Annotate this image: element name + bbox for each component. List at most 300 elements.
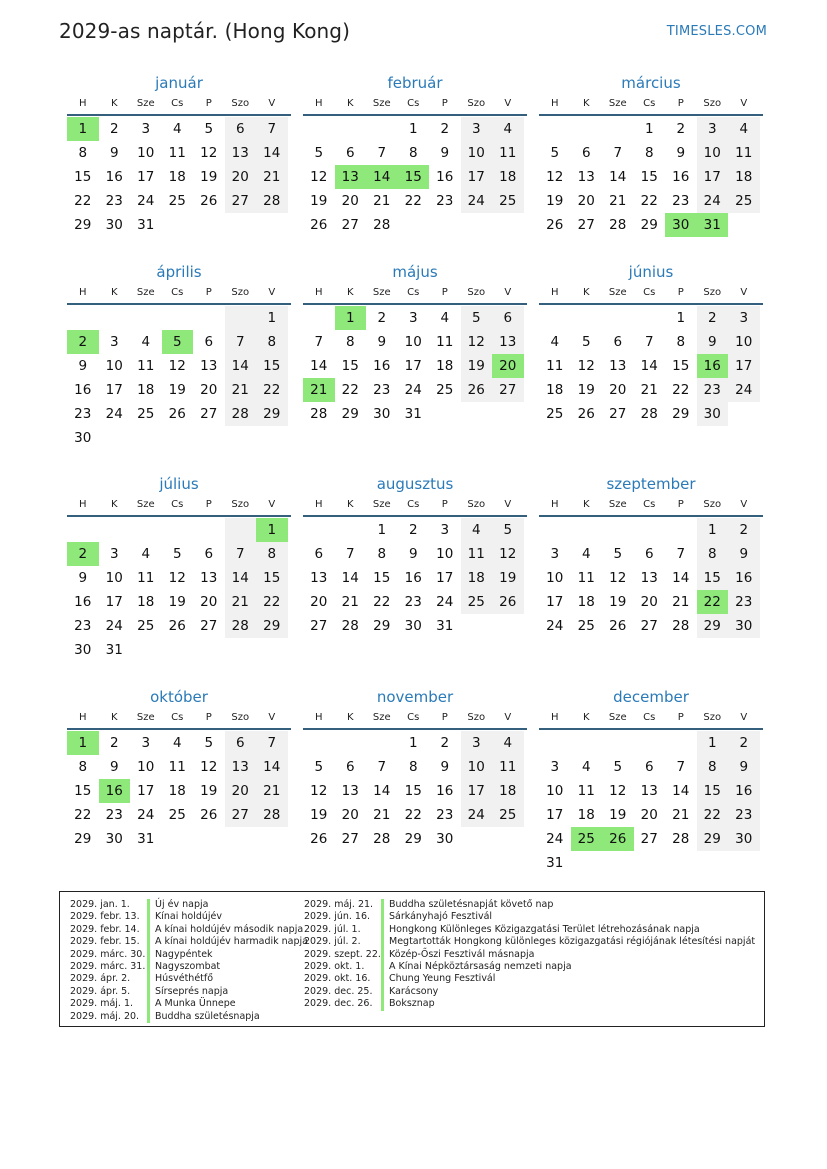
day-cell: 4 (492, 731, 524, 755)
day-cell: 18 (492, 165, 524, 189)
weekday-label: K (346, 499, 354, 510)
day-cell: 9 (109, 759, 119, 775)
day-cell: 15 (404, 783, 422, 799)
holiday-day-cell: 13 (335, 165, 367, 189)
day-cell: 28 (225, 614, 257, 638)
day-cell: 4 (461, 518, 493, 542)
empty-day-cell (634, 306, 666, 330)
day-cell: 15 (256, 566, 288, 590)
day-cell: 15 (697, 566, 729, 590)
month-name: szeptember (606, 475, 696, 493)
holiday-marker (381, 961, 384, 973)
day-cell: 6 (581, 145, 591, 161)
weekday-label: Sze (372, 712, 391, 723)
day-cell: 12 (461, 330, 493, 354)
day-cell: 23 (436, 193, 454, 209)
day-cell: 1 (408, 735, 418, 751)
day-cell: 18 (577, 594, 595, 610)
weekday-label: Szo (231, 712, 250, 723)
day-cell: 16 (373, 358, 391, 374)
day-cell: 4 (581, 546, 591, 562)
holiday-marker (381, 936, 384, 948)
day-cell: 3 (697, 117, 729, 141)
day-cell: 30 (373, 406, 391, 422)
day-cell: 10 (404, 334, 422, 350)
empty-day-cell (225, 638, 257, 662)
day-cell: 12 (168, 358, 186, 374)
day-cell: 19 (310, 807, 328, 823)
day-grid (303, 117, 527, 237)
day-grid (539, 731, 763, 875)
day-cell: 13 (640, 783, 658, 799)
day-cell: 7 (225, 542, 257, 566)
day-cell: 2 (109, 121, 119, 137)
day-cell: 13 (640, 570, 658, 586)
day-cell: 22 (74, 193, 92, 209)
weekday-label: Cs (171, 499, 184, 510)
day-cell: 16 (404, 570, 422, 586)
day-cell: 9 (408, 546, 418, 562)
day-cell: 5 (314, 759, 324, 775)
day-cell: 13 (200, 358, 218, 374)
day-cell: 18 (546, 382, 564, 398)
day-cell: 21 (672, 807, 690, 823)
holiday-day-cell: 1 (256, 518, 288, 542)
day-cell: 21 (225, 590, 257, 614)
empty-day-cell (335, 518, 367, 542)
day-cell: 22 (256, 378, 288, 402)
day-cell: 23 (728, 590, 760, 614)
weekday-label: Szo (703, 712, 722, 723)
empty-day-cell (461, 213, 493, 237)
day-cell: 21 (341, 594, 359, 610)
day-cell: 12 (492, 542, 524, 566)
month-name: április (156, 263, 202, 281)
day-cell: 8 (676, 334, 686, 350)
weekday-label: H (78, 712, 87, 723)
day-cell: 15 (341, 358, 359, 374)
day-cell: 9 (728, 542, 760, 566)
day-cell: 4 (172, 735, 182, 751)
day-cell: 11 (577, 570, 595, 586)
weekday-label: H (78, 287, 87, 298)
holiday-marker (381, 899, 384, 911)
day-cell: 6 (345, 145, 355, 161)
day-cell: 25 (436, 382, 454, 398)
day-cell: 25 (492, 189, 524, 213)
empty-day-cell (634, 731, 666, 755)
legend-row (70, 986, 308, 998)
legend-column-right (304, 899, 755, 1011)
empty-day-cell (539, 306, 571, 330)
holiday-day-cell: 15 (398, 165, 430, 189)
day-cell: 19 (310, 193, 328, 209)
empty-day-cell (225, 213, 257, 237)
weekday-label: K (582, 98, 590, 109)
day-cell: 7 (345, 546, 355, 562)
day-cell: 22 (256, 590, 288, 614)
day-cell: 22 (404, 807, 422, 823)
day-cell: 13 (310, 570, 328, 586)
weekday-label: Sze (136, 712, 155, 723)
empty-day-cell (193, 306, 225, 330)
holiday-date: 2029. ápr. 5. (70, 985, 131, 997)
day-cell: 10 (461, 755, 493, 779)
day-cell: 17 (105, 594, 123, 610)
day-cell: 26 (546, 217, 564, 233)
day-cell: 23 (74, 618, 92, 634)
day-cell: 16 (728, 566, 760, 590)
day-cell: 3 (109, 334, 119, 350)
day-cell: 7 (256, 117, 288, 141)
empty-day-cell (256, 426, 288, 450)
holiday-name: A Munka Ünnepe (155, 998, 236, 1010)
weekday-header (67, 94, 291, 116)
day-cell: 5 (492, 518, 524, 542)
day-cell: 17 (137, 169, 155, 185)
empty-day-cell (130, 638, 162, 662)
month-block (539, 72, 763, 237)
holiday-day-cell: 1 (67, 117, 99, 141)
day-cell: 27 (577, 217, 595, 233)
empty-day-cell (193, 426, 225, 450)
empty-day-cell (162, 638, 194, 662)
day-cell: 15 (640, 169, 658, 185)
weekday-label: V (268, 499, 276, 510)
day-cell: 11 (168, 145, 186, 161)
day-cell: 4 (550, 334, 560, 350)
day-cell: 27 (310, 618, 328, 634)
empty-day-cell (335, 117, 367, 141)
holiday-name: Buddha születésnapja (155, 1010, 260, 1022)
holiday-date: 2029. dec. 25. (304, 985, 373, 997)
empty-day-cell (461, 614, 493, 638)
day-cell: 15 (256, 354, 288, 378)
day-cell: 3 (550, 759, 560, 775)
day-cell: 28 (609, 217, 627, 233)
day-cell: 5 (204, 121, 214, 137)
empty-day-cell (162, 827, 194, 851)
day-cell: 25 (728, 189, 760, 213)
day-cell: 21 (256, 779, 288, 803)
day-cell: 24 (436, 594, 454, 610)
day-cell: 18 (577, 807, 595, 823)
day-cell: 30 (74, 642, 92, 658)
weekday-label: V (268, 712, 276, 723)
day-cell: 28 (225, 402, 257, 426)
day-cell: 13 (577, 169, 595, 185)
holiday-name: Húsvéthétfő (155, 973, 214, 985)
day-cell: 24 (105, 618, 123, 634)
holiday-marker (147, 961, 150, 973)
day-cell: 20 (225, 165, 257, 189)
holiday-name: Boksznap (389, 998, 435, 1010)
month-name: március (621, 74, 681, 92)
legend-row (70, 899, 308, 911)
day-cell: 1 (676, 310, 686, 326)
legend-row (304, 961, 755, 973)
weekday-label: Sze (136, 98, 155, 109)
holiday-name: Közép-Őszi Fesztivál másnapja (389, 948, 535, 960)
day-cell: 22 (341, 382, 359, 398)
empty-day-cell (225, 426, 257, 450)
day-cell: 24 (404, 382, 422, 398)
month-block (303, 473, 527, 638)
day-cell: 27 (640, 618, 658, 634)
day-cell: 31 (137, 217, 155, 233)
month-name: november (376, 688, 454, 706)
day-cell: 4 (492, 117, 524, 141)
day-cell: 5 (550, 145, 560, 161)
legend-row (304, 924, 755, 936)
day-cell: 13 (225, 755, 257, 779)
day-cell: 1 (697, 518, 729, 542)
day-cell: 15 (74, 783, 92, 799)
empty-day-cell (571, 731, 603, 755)
day-cell: 31 (436, 618, 454, 634)
day-cell: 24 (461, 189, 493, 213)
empty-day-cell (571, 117, 603, 141)
day-cell: 27 (609, 406, 627, 422)
legend-row (70, 911, 308, 923)
day-cell: 5 (613, 759, 623, 775)
holiday-name: Sárkányhajó Fesztivál (389, 911, 493, 923)
day-cell: 20 (341, 807, 359, 823)
day-cell: 8 (377, 546, 387, 562)
day-cell: 9 (440, 759, 450, 775)
empty-day-cell (193, 638, 225, 662)
day-cell: 16 (105, 169, 123, 185)
holiday-name: Hongkong Különleges Közigazgatási Terület létrehozásának napja (389, 923, 700, 935)
weekday-label: K (110, 499, 118, 510)
day-cell: 18 (137, 382, 155, 398)
day-cell: 23 (728, 803, 760, 827)
day-cell: 13 (225, 141, 257, 165)
holiday-marker (147, 949, 150, 961)
weekday-label: H (314, 98, 323, 109)
day-cell: 9 (109, 145, 119, 161)
day-cell: 26 (168, 618, 186, 634)
weekday-label: P (441, 98, 448, 109)
empty-day-cell (99, 426, 131, 450)
day-cell: 19 (492, 566, 524, 590)
month-name: február (387, 74, 443, 92)
holiday-date: 2029. márc. 30. (70, 948, 146, 960)
day-cell: 9 (728, 755, 760, 779)
weekday-header (539, 283, 763, 305)
day-cell: 4 (440, 310, 450, 326)
weekday-label: K (346, 98, 354, 109)
weekday-label: Cs (171, 287, 184, 298)
empty-day-cell (162, 213, 194, 237)
day-cell: 10 (436, 546, 454, 562)
day-cell: 22 (697, 803, 729, 827)
day-cell: 3 (461, 731, 493, 755)
holiday-day-cell: 31 (697, 213, 729, 237)
weekday-label: Sze (372, 98, 391, 109)
day-cell: 17 (728, 354, 760, 378)
holiday-marker (147, 936, 150, 948)
holiday-date: 2029. dec. 26. (304, 998, 373, 1010)
holiday-date: 2029. okt. 1. (304, 960, 365, 972)
holiday-date: 2029. febr. 14. (70, 923, 140, 935)
empty-day-cell (130, 306, 162, 330)
day-cell: 17 (105, 382, 123, 398)
weekday-header (303, 94, 527, 116)
holiday-day-cell: 22 (697, 590, 729, 614)
legend-row (70, 998, 308, 1010)
day-cell: 2 (676, 121, 686, 137)
empty-day-cell (492, 402, 524, 426)
day-cell: 7 (377, 759, 387, 775)
weekday-label: V (504, 98, 512, 109)
weekday-label: V (268, 287, 276, 298)
weekday-label: Cs (171, 712, 184, 723)
holiday-day-cell: 14 (366, 165, 398, 189)
weekday-label: K (346, 712, 354, 723)
day-grid (303, 731, 527, 851)
day-grid (539, 306, 763, 426)
day-cell: 23 (436, 807, 454, 823)
weekday-header (303, 495, 527, 517)
weekday-header (303, 283, 527, 305)
empty-day-cell (492, 614, 524, 638)
day-cell: 28 (672, 618, 690, 634)
brand-link[interactable]: TIMESLES.COM (666, 24, 767, 39)
day-cell: 26 (168, 406, 186, 422)
empty-day-cell (366, 117, 398, 141)
day-cell: 7 (613, 145, 623, 161)
weekday-label: Sze (608, 98, 627, 109)
day-cell: 17 (461, 779, 493, 803)
legend-row (70, 1011, 308, 1023)
day-cell: 5 (204, 735, 214, 751)
empty-day-cell (602, 731, 634, 755)
holiday-marker (381, 911, 384, 923)
day-grid (539, 117, 763, 237)
holiday-date: 2029. jún. 16. (304, 911, 371, 923)
day-cell: 29 (341, 406, 359, 422)
day-cell: 2 (109, 735, 119, 751)
day-cell: 18 (168, 169, 186, 185)
holiday-day-cell: 26 (602, 827, 634, 851)
weekday-label: Sze (136, 499, 155, 510)
weekday-label: P (677, 499, 684, 510)
weekday-label: Szo (703, 98, 722, 109)
holiday-date: 2029. márc. 31. (70, 960, 146, 972)
weekday-header (539, 495, 763, 517)
day-cell: 24 (546, 618, 564, 634)
day-cell: 13 (341, 783, 359, 799)
day-cell: 8 (256, 542, 288, 566)
weekday-label: Szo (467, 712, 486, 723)
day-cell: 26 (609, 618, 627, 634)
empty-day-cell (335, 731, 367, 755)
day-cell: 4 (141, 334, 151, 350)
day-cell: 6 (644, 546, 654, 562)
holiday-day-cell: 5 (162, 330, 194, 354)
day-cell: 16 (436, 783, 454, 799)
day-cell: 14 (225, 566, 257, 590)
day-cell: 27 (200, 618, 218, 634)
day-cell: 6 (225, 117, 257, 141)
empty-day-cell (602, 306, 634, 330)
day-cell: 25 (137, 618, 155, 634)
holiday-day-cell: 2 (67, 330, 99, 354)
empty-day-cell (539, 518, 571, 542)
holiday-marker (147, 998, 150, 1010)
day-cell: 23 (105, 193, 123, 209)
day-cell: 11 (168, 759, 186, 775)
day-cell: 7 (256, 731, 288, 755)
day-cell: 14 (256, 141, 288, 165)
holiday-day-cell: 30 (665, 213, 697, 237)
day-cell: 30 (105, 217, 123, 233)
day-cell: 10 (137, 759, 155, 775)
weekday-label: P (205, 499, 212, 510)
day-cell: 20 (341, 193, 359, 209)
day-cell: 27 (225, 189, 257, 213)
day-cell: 28 (256, 803, 288, 827)
day-cell: 10 (546, 783, 564, 799)
day-cell: 24 (546, 831, 564, 847)
holiday-name: Megtartották Hongkong különleges közigazgatási régiójának létesítési napját (389, 936, 756, 948)
legend-row (304, 998, 755, 1010)
day-cell: 29 (373, 618, 391, 634)
day-cell: 24 (105, 406, 123, 422)
day-cell: 5 (461, 306, 493, 330)
day-cell: 25 (577, 618, 595, 634)
day-cell: 2 (408, 522, 418, 538)
empty-day-cell (539, 117, 571, 141)
day-cell: 6 (204, 334, 214, 350)
holiday-name: Kínai holdújév (155, 911, 223, 923)
day-cell: 10 (697, 141, 729, 165)
empty-day-cell (571, 851, 603, 875)
weekday-label: P (205, 712, 212, 723)
day-cell: 3 (141, 735, 151, 751)
day-cell: 27 (341, 831, 359, 847)
day-cell: 25 (137, 406, 155, 422)
day-cell: 28 (256, 189, 288, 213)
day-cell: 30 (436, 831, 454, 847)
day-cell: 20 (200, 382, 218, 398)
day-cell: 28 (341, 618, 359, 634)
day-cell: 21 (640, 382, 658, 398)
day-cell: 11 (492, 141, 524, 165)
empty-day-cell (602, 518, 634, 542)
day-cell: 21 (672, 594, 690, 610)
holiday-date: 2029. máj. 1. (70, 998, 134, 1010)
holiday-marker (381, 986, 384, 998)
holiday-marker (147, 1011, 150, 1023)
legend-row (70, 973, 308, 985)
holiday-day-cell: 16 (697, 354, 729, 378)
empty-day-cell (130, 518, 162, 542)
empty-day-cell (99, 518, 131, 542)
holiday-date: 2029. júl. 2. (304, 936, 361, 948)
day-cell: 8 (345, 334, 355, 350)
day-cell: 18 (436, 358, 454, 374)
page-title: 2029-as naptár. (Hong Kong) (59, 19, 351, 43)
weekday-label: P (677, 287, 684, 298)
day-cell: 25 (168, 807, 186, 823)
weekday-header (67, 283, 291, 305)
day-cell: 24 (137, 807, 155, 823)
day-cell: 8 (697, 755, 729, 779)
weekday-label: H (550, 287, 559, 298)
holiday-day-cell: 2 (67, 542, 99, 566)
